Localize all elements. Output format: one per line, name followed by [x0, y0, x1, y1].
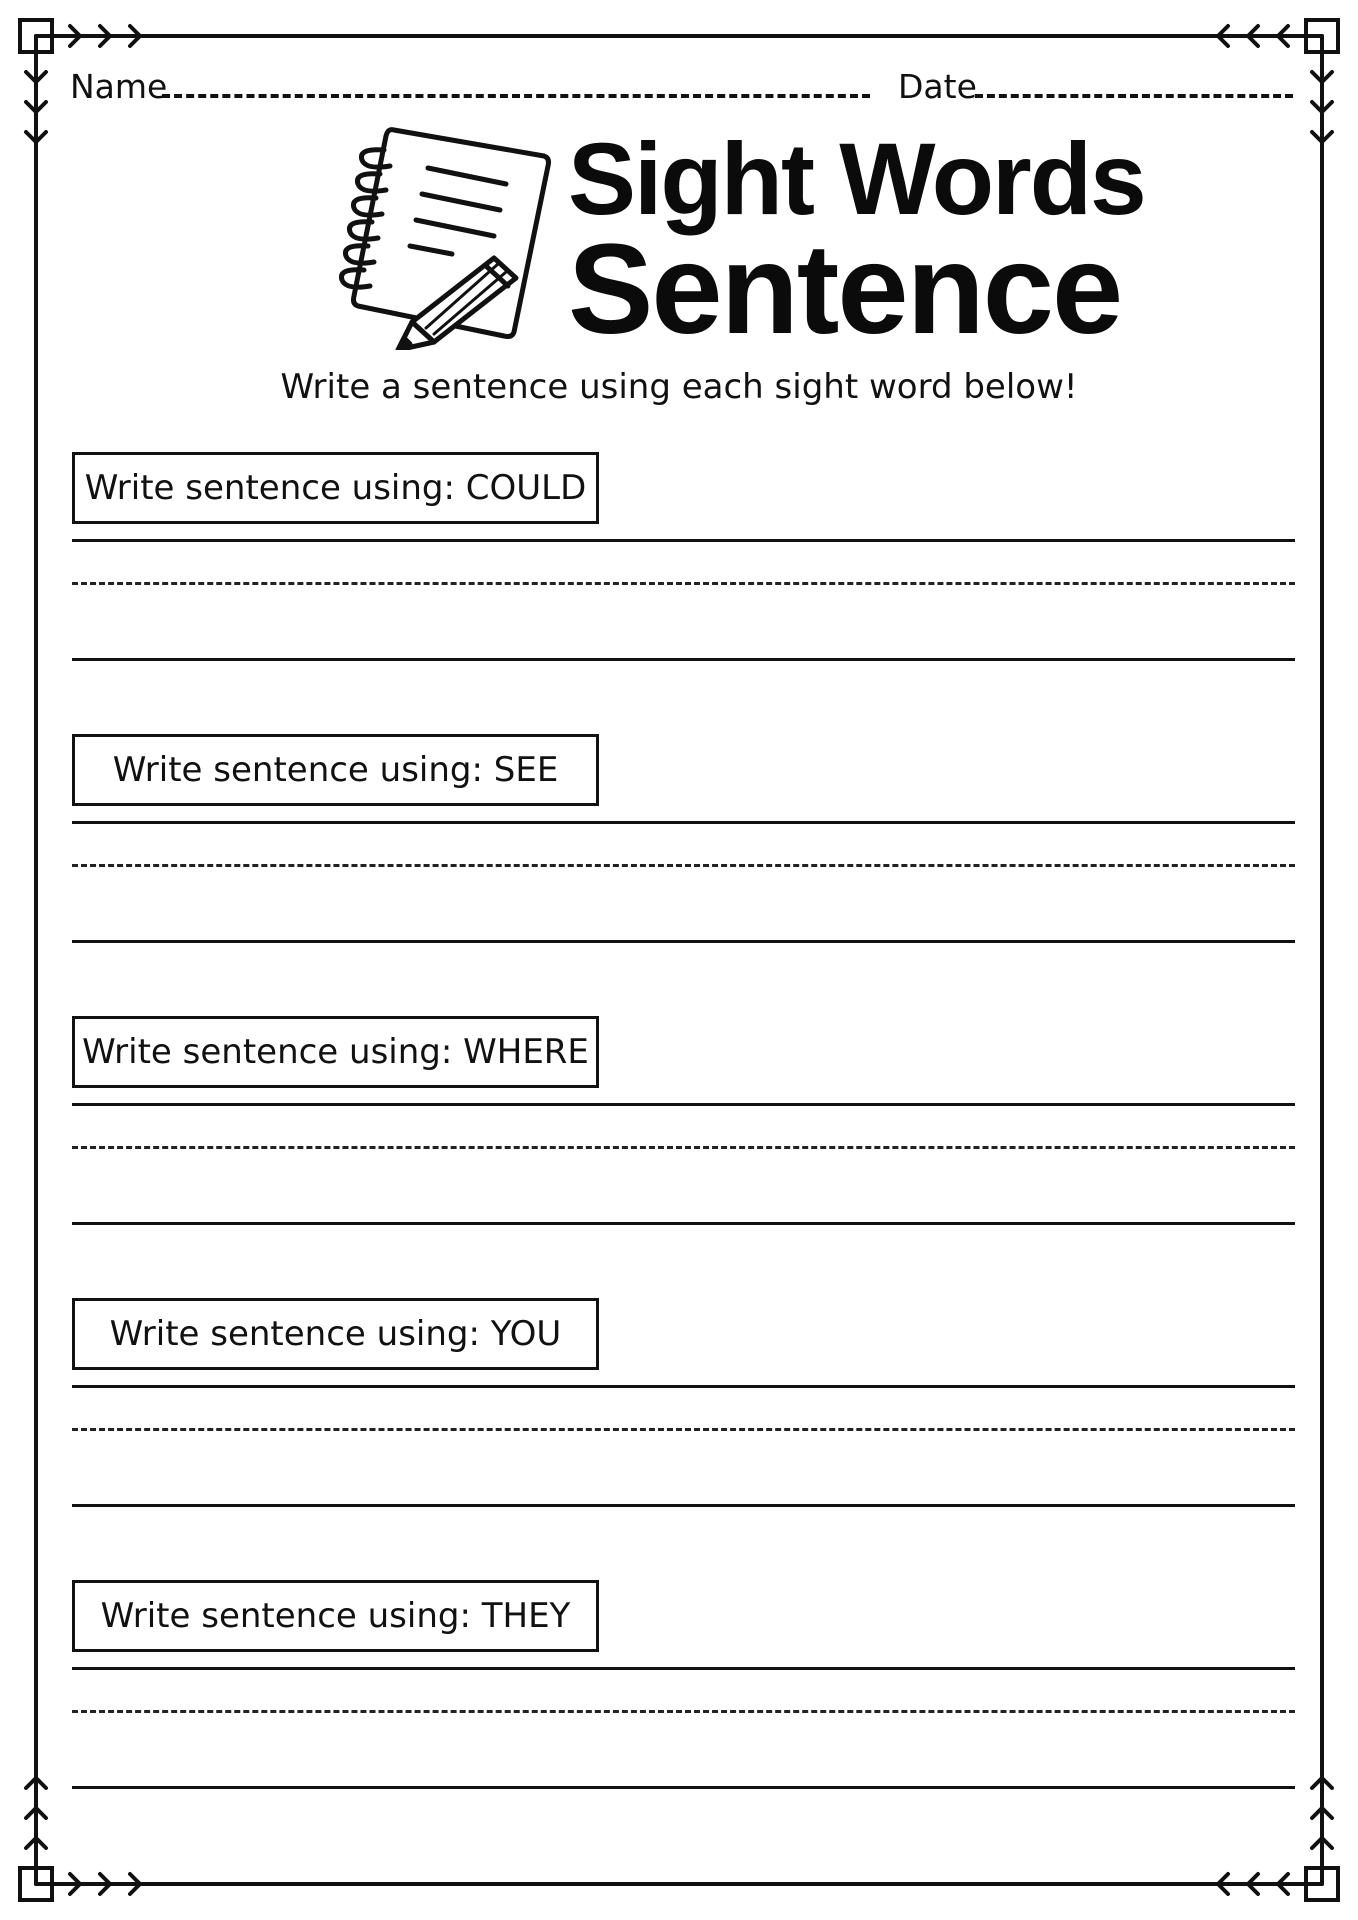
date-label: Date: [898, 67, 977, 106]
writing-line-mid: [72, 1710, 1295, 1713]
writing-line-mid: [72, 1146, 1295, 1149]
notebook-pencil-icon: [338, 120, 558, 350]
writing-line-base[interactable]: [72, 658, 1295, 661]
writing-line-base[interactable]: [72, 940, 1295, 943]
name-field[interactable]: [162, 94, 870, 98]
prompt-box: Write sentence using: THEY: [72, 1580, 599, 1652]
writing-line-base[interactable]: [72, 1504, 1295, 1507]
prompt-box: Write sentence using: COULD: [72, 452, 599, 524]
writing-line-top[interactable]: [72, 1667, 1295, 1670]
writing-line-top[interactable]: [72, 1385, 1295, 1388]
writing-line-top[interactable]: [72, 539, 1295, 542]
writing-line-base[interactable]: [72, 1786, 1295, 1789]
writing-line-mid: [72, 1428, 1295, 1431]
prompt-box: Write sentence using: WHERE: [72, 1016, 599, 1088]
writing-line-base[interactable]: [72, 1222, 1295, 1225]
writing-line-mid: [72, 864, 1295, 867]
title-line-2: Sentence: [568, 218, 1122, 361]
writing-line-top[interactable]: [72, 1103, 1295, 1106]
prompt-box: Write sentence using: SEE: [72, 734, 599, 806]
writing-line-top[interactable]: [72, 821, 1295, 824]
instruction-text: Write a sentence using each sight word below!: [280, 367, 1078, 407]
title-line-1: Sight Words: [568, 122, 1145, 236]
writing-line-mid: [72, 582, 1295, 585]
page-title: [568, 122, 1145, 361]
prompt-box: Write sentence using: YOU: [72, 1298, 599, 1370]
date-field[interactable]: [975, 94, 1293, 98]
name-label: Name: [70, 67, 168, 106]
